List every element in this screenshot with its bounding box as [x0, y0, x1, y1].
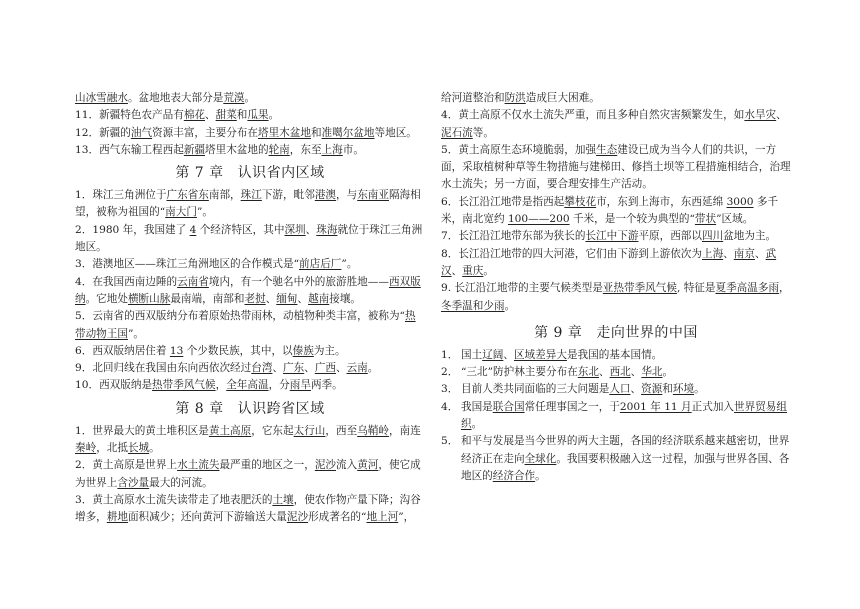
- answer-text: 耕地: [106, 511, 128, 524]
- text-run: 5．黄土高原生态环境脆弱，加强: [441, 143, 597, 156]
- text-run: 、: [272, 362, 284, 375]
- text-run: 千米，是一个较为典型的“: [569, 213, 695, 226]
- paragraph: [75, 377, 425, 394]
- text-run: 平原，西部以: [638, 230, 702, 243]
- text-run: 4．在我国西南边陲的: [75, 275, 178, 288]
- text-run: 、: [205, 109, 216, 122]
- text-run: 和平与发展是当今世界的两大主题，各国的经济联系越来越密切，世界经济正在走向: [461, 435, 790, 465]
- text-run: 10．西双版纳是: [75, 379, 153, 392]
- list-item-number: 2．: [441, 366, 459, 379]
- answer-text: 油气: [130, 126, 153, 139]
- text-run: 形成著名的“: [308, 511, 367, 524]
- text-run: 目前人类共同面临的三大问题是: [461, 383, 610, 396]
- answer-text: 地上河: [366, 511, 399, 524]
- answer-text: 华北: [641, 366, 663, 379]
- paragraph: [75, 308, 425, 343]
- text-run: 最南端，南部和: [170, 292, 245, 305]
- answer-text: 上海: [321, 143, 343, 156]
- text-run: ”。: [127, 327, 144, 340]
- right-column: [441, 90, 791, 485]
- text-run: 。: [244, 92, 256, 104]
- answer-text: 荒漠: [223, 92, 245, 104]
- text-run: 盆地为主。: [723, 230, 777, 243]
- text-run: 正式加入: [691, 400, 735, 413]
- answer-text: 长城: [127, 442, 150, 455]
- answer-text: 新疆: [183, 143, 206, 156]
- text-run: ”，: [398, 511, 415, 524]
- list-item-number: 1．: [441, 348, 459, 361]
- chapter-number: 第 8 章: [175, 400, 224, 417]
- list-item-number: 4．: [441, 400, 459, 413]
- answer-text: 港澳: [314, 189, 336, 202]
- paragraph: [441, 90, 791, 107]
- answer-text: 雨旱: [289, 379, 311, 392]
- chapter6-continued: [75, 90, 425, 159]
- list-item-number: 5．: [441, 435, 459, 448]
- text-run: 南部，: [208, 189, 241, 202]
- text-run: 。: [694, 383, 705, 396]
- answer-text: 傣族: [292, 344, 314, 357]
- text-run: 12．新疆的: [75, 126, 131, 139]
- text-run: 1．珠江三角洲位于: [75, 189, 167, 202]
- text-run: 面积减少；还向黄河下游输送大量: [127, 511, 287, 524]
- paragraph: [75, 360, 425, 377]
- text-run: ，北抵: [96, 442, 128, 455]
- paragraph: [75, 90, 425, 107]
- list-item: [441, 399, 791, 434]
- text-run: 隔海相望，被称为祖国的“: [75, 189, 421, 219]
- answer-text: 四川: [702, 230, 724, 243]
- text-run: ，分: [268, 379, 290, 392]
- answer-text: 东北: [577, 366, 599, 379]
- answer-text: 区域差异大: [513, 348, 567, 361]
- paragraph: [441, 107, 791, 142]
- answer-text: 上海: [702, 247, 724, 260]
- text-run: 、: [304, 362, 315, 375]
- answer-text: 东南亚: [357, 189, 389, 202]
- text-run: ，使农作物产量下降；沟谷增多，: [75, 493, 421, 524]
- paragraph: [75, 107, 425, 124]
- answer-text: 世界贸易组织: [461, 400, 787, 431]
- list-item: [441, 433, 791, 485]
- paragraph: [75, 423, 425, 458]
- text-run: ”。: [196, 206, 213, 219]
- text-run: 、: [503, 348, 514, 361]
- paragraph: [75, 256, 425, 273]
- answer-text: 云南: [346, 362, 368, 375]
- text-run: 、: [451, 264, 463, 277]
- text-run: ”区域。: [716, 213, 754, 226]
- answer-text: 含沙量: [117, 476, 150, 489]
- text-run: 5．云南省的西双版纳分布着原始热带雨林，动植物种类丰富，被称为“: [75, 310, 405, 323]
- text-run: ”。: [341, 258, 358, 271]
- text-run: 等地区。: [374, 126, 417, 139]
- answer-text: 4: [189, 223, 197, 236]
- text-run: ，西至: [325, 424, 358, 437]
- text-run: 和: [236, 109, 248, 122]
- text-run: “三北”防护林主要分布在: [461, 366, 578, 379]
- answer-text: 台湾: [251, 362, 273, 375]
- text-run: 。: [662, 366, 674, 379]
- paragraph: [75, 142, 425, 159]
- text-run: 下游，毗邻: [261, 189, 315, 202]
- text-run: 、: [630, 383, 642, 396]
- text-run: 、: [754, 247, 766, 260]
- text-run: 13．西气东输工程西起: [75, 143, 184, 156]
- list-item-text: [461, 435, 789, 482]
- answer-text: 乌鞘岭: [357, 424, 389, 437]
- answer-text: 土壤: [272, 493, 294, 506]
- paragraph: [441, 246, 791, 281]
- chapter8-body: [75, 423, 425, 527]
- answer-text: 黄河: [357, 459, 379, 472]
- paragraph: [75, 457, 425, 492]
- text-run: 。: [504, 299, 516, 312]
- text-run: 9. 长江沿江地带的主要气候类型是: [441, 282, 603, 295]
- text-run: 市，东到上海市，东西延绵: [596, 195, 727, 208]
- text-run: 市。: [342, 143, 364, 156]
- chapter-title: 认识跨省区域: [237, 400, 325, 417]
- answer-text: 100——200: [507, 213, 570, 226]
- answer-text: 泥石流: [441, 126, 473, 139]
- text-run: 11．新疆特色农产品有: [75, 109, 184, 122]
- text-run: 。: [535, 469, 546, 482]
- text-run: 9．北回归线在我国由东向西依次经过: [75, 362, 252, 375]
- text-run: 和: [662, 383, 673, 396]
- list-item-text: [461, 383, 705, 395]
- answer-text: 生态: [596, 143, 618, 156]
- chapter7-body: [75, 187, 425, 395]
- text-run: 两季。: [310, 379, 343, 392]
- paragraph: [441, 142, 791, 194]
- answer-text: 横断山脉: [127, 292, 171, 305]
- text-run: 建设已成为当今人们的共识，一方面，采取植树种草等生物措施与建梯田、修挡土坝等工程措施相结合，治理水土流失；另一方面，要合理安排生产活动。: [441, 143, 791, 191]
- text-run: 6．长江沿江地带是指西起: [441, 195, 565, 208]
- text-run: 8．长江沿江地带的四大河港，它们由下游到上游依次为: [441, 247, 702, 260]
- text-run: 。我国要积极融入这一过程，加强与世界各国、各地区的: [461, 452, 790, 482]
- answer-text: 带状: [694, 213, 717, 226]
- text-run: 最严重的地区之一，: [219, 459, 315, 472]
- answer-text: 南京: [733, 247, 755, 260]
- answer-text: 联合国: [492, 400, 525, 413]
- answer-text: 泥沙: [286, 511, 309, 524]
- list-item-text: [461, 349, 662, 361]
- answer-text: 珠江: [240, 189, 262, 202]
- text-run: 和: [310, 126, 322, 139]
- text-run: 2．黄土高原是世界上: [75, 459, 178, 472]
- paragraph: [441, 280, 791, 315]
- paragraph: [75, 492, 425, 527]
- text-run: ，南连: [388, 424, 421, 437]
- list-item-number: 3．: [441, 383, 459, 396]
- answer-text: 3000: [726, 195, 754, 208]
- left-column: [75, 90, 425, 527]
- chapter-number: 第 7 章: [175, 165, 224, 182]
- chapter8-continued: [441, 90, 791, 315]
- text-run: 。: [471, 418, 483, 431]
- text-run: 。: [268, 109, 280, 122]
- text-run: 常任理事国之一，于: [524, 400, 620, 413]
- text-run: 、: [598, 366, 610, 379]
- text-run: 塔里木盆地的: [205, 143, 269, 156]
- text-run: 。: [367, 362, 379, 375]
- answer-text: 深圳: [284, 223, 306, 236]
- answer-text: 轮南: [268, 143, 290, 156]
- answer-text: 珠海: [316, 223, 338, 236]
- answer-text: 13: [169, 344, 184, 357]
- text-run: 、: [265, 292, 277, 305]
- answer-text: 黄土高原: [208, 424, 252, 437]
- answer-text: 武汉: [441, 247, 777, 277]
- chapter-title: 走向世界的中国: [596, 324, 698, 341]
- text-run: 最大的河流。: [149, 476, 213, 489]
- answer-text: 热带季风气候: [152, 379, 216, 392]
- list-item: [441, 381, 791, 398]
- text-run: , 特征是: [676, 282, 716, 295]
- text-run: 个经济特区，其中: [196, 223, 285, 236]
- text-run: 给河道整治和: [441, 92, 505, 104]
- list-item-text: [461, 366, 673, 378]
- text-run: 7．长江沿江地带东部为狭长的: [441, 230, 586, 243]
- answer-text: 前店后厂: [299, 258, 342, 271]
- answer-text: 资源: [641, 383, 663, 396]
- paragraph: [441, 194, 791, 229]
- list-item-text: [461, 401, 787, 430]
- answer-text: 环境: [672, 383, 695, 396]
- answer-text: 塔里木盆地: [257, 126, 311, 139]
- text-run: 2．1980 年，我国建了: [75, 223, 190, 236]
- text-run: 我国是: [461, 400, 493, 413]
- answer-text: 棉花: [183, 109, 206, 122]
- text-run: 、: [723, 247, 734, 260]
- text-run: ，: [779, 282, 790, 295]
- paragraph: [75, 343, 425, 360]
- answer-text: 攀枝花: [564, 195, 597, 208]
- text-run: 3．黄土高原水土流失读带走了地表肥沃的: [75, 493, 273, 506]
- chapter9-list: [441, 347, 791, 485]
- text-run: 。: [149, 442, 160, 455]
- text-run: 国土: [461, 348, 483, 361]
- text-run: 、: [776, 109, 787, 122]
- answer-text: 云南省: [177, 275, 209, 288]
- paragraph: [441, 228, 791, 245]
- answer-text: 老挝: [244, 292, 266, 305]
- chapter-title: 认识省内区域: [237, 165, 325, 182]
- text-run: 。它地处: [85, 292, 128, 305]
- answer-text: 冬季温和少雨: [441, 299, 505, 312]
- text-run: 是我国的基本国情。: [566, 348, 663, 361]
- chapter7-heading: [75, 163, 425, 183]
- text-run: ，: [215, 379, 227, 392]
- text-run: 、: [305, 223, 317, 236]
- text-run: ，东至: [289, 143, 322, 156]
- text-run: ，与: [336, 189, 358, 202]
- answer-text: 山冰雪融水: [75, 92, 128, 104]
- text-run: 就位于珠江三角洲地区。: [75, 223, 423, 254]
- text-run: 1．世界最大的黄土堆积区是: [75, 424, 209, 437]
- answer-text: 夏季高温多雨: [715, 282, 780, 295]
- text-run: ，使它成为世界上: [75, 459, 421, 489]
- paragraph: [75, 274, 425, 309]
- answer-text: 广东省东: [166, 189, 209, 202]
- text-run: 。盆地地表大部分是: [127, 92, 224, 104]
- answer-text: 准噶尔盆地: [321, 126, 375, 139]
- answer-text: 秦岭: [75, 442, 97, 455]
- text-run: 3．港澳地区——珠江三角洲地区的合作模式是“: [75, 258, 300, 271]
- answer-text: 缅甸: [276, 292, 298, 305]
- paragraph: [75, 187, 425, 222]
- text-run: 、: [336, 362, 347, 375]
- answer-text: 西北: [609, 366, 631, 379]
- answer-text: 热带动物王国: [75, 310, 416, 340]
- answer-text: 经济合作: [492, 469, 536, 482]
- chapter9-heading: [441, 323, 791, 343]
- answer-text: 长江中下游: [585, 230, 639, 243]
- answer-text: 全球化: [524, 452, 557, 465]
- chapter-number: 第 9 章: [534, 324, 583, 341]
- answer-text: 全年高温: [226, 379, 269, 392]
- answer-text: 越南: [308, 292, 330, 305]
- answer-text: 太行山: [293, 424, 326, 437]
- answer-text: 西双版纳: [75, 275, 421, 305]
- text-run: 、: [630, 366, 642, 379]
- answer-text: 辽阔: [482, 348, 504, 361]
- answer-text: 广东: [283, 362, 305, 375]
- answer-text: 瓜果: [247, 109, 269, 122]
- text-run: 4．黄土高原不仅水土流失严重，而且多种自然灾害频繁发生，如: [441, 109, 745, 122]
- text-run: 。: [483, 264, 494, 277]
- chapter8-heading: [75, 399, 425, 419]
- text-run: 6．西双版纳居住着: [75, 344, 170, 357]
- answer-text: 甜菜: [215, 109, 237, 122]
- list-item: [441, 364, 791, 381]
- text-run: 多千米，南北宽约: [441, 195, 779, 226]
- text-run: 等。: [472, 126, 494, 139]
- answer-text: 泥沙: [314, 459, 336, 472]
- text-run: 接壤。: [329, 292, 362, 305]
- answer-text: 防洪: [504, 92, 526, 104]
- text-run: 、: [297, 292, 309, 305]
- text-run: ，它东起: [251, 424, 294, 437]
- paragraph: [75, 125, 425, 142]
- text-run: 境内，有一个驰名中外的旅游胜地——: [208, 275, 389, 288]
- answer-text: 重庆: [462, 264, 484, 277]
- text-run: 个少数民族，其中，以: [183, 344, 293, 357]
- answer-text: 广西: [314, 362, 336, 375]
- paragraph: [75, 222, 425, 257]
- answer-text: 南大门: [165, 206, 197, 219]
- answer-text: 水旱灾: [744, 109, 777, 122]
- text-run: 为主。: [313, 344, 346, 357]
- text-run: 资源丰富，主要分布在: [152, 126, 258, 139]
- list-item: [441, 347, 791, 364]
- text-run: 造成巨大困难。: [525, 92, 600, 104]
- text-run: 流入: [336, 459, 358, 472]
- answer-text: 人口: [609, 383, 631, 396]
- answer-text: 2001 年 11 月: [619, 400, 692, 413]
- answer-text: 水土流失: [177, 459, 220, 472]
- answer-text: 亚热带季风气候: [602, 282, 677, 295]
